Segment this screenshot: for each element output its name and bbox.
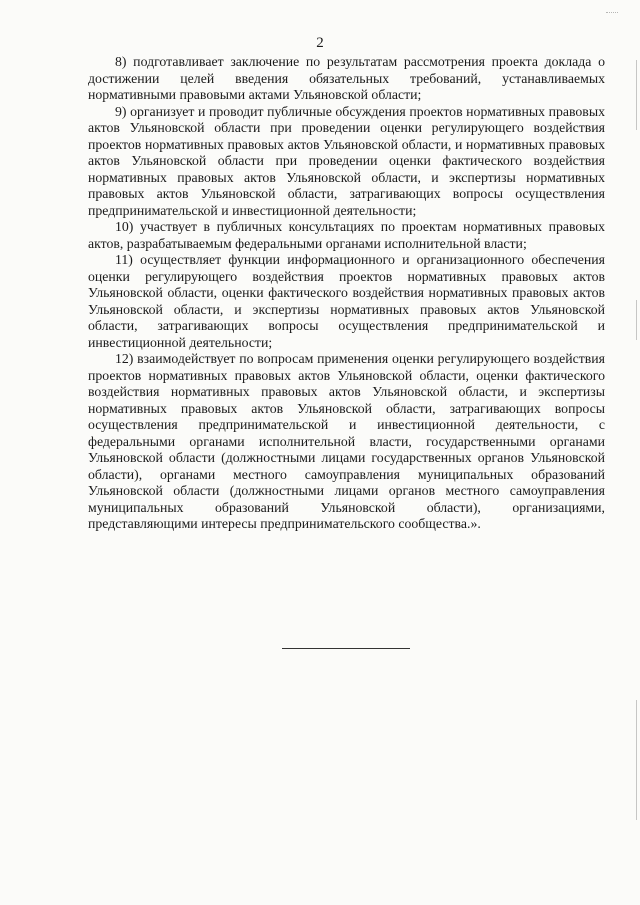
paragraph-item-10: 10) участвует в публичных консультациях по проектам нормативных правовых актов, разрабатываемым федеральными органами исполнительной власти; <box>88 219 605 251</box>
paragraph-item-8: 8) подготавливает заключение по результатам рассмотрения проекта доклада о достижении целей введения обязательных требований, устанавливаемых нормативными правовыми актами Ульяновской области; <box>88 54 605 102</box>
scan-corner-mark <box>606 12 618 19</box>
scan-edge-artifact <box>636 60 637 130</box>
document-body <box>88 54 605 533</box>
paragraph-item-12: 12) взаимодействует по вопросам применения оценки регулирующего воздействия проектов нормативных правовых актов Ульяновской области, оценки фактического воздействия нормативных правовых актов Ульяновской области, и экспертизы нормативных правовых актов Ульяновской области, затрагивающих вопросы осуществления предпринимательской и инвестиционной деятельности, с федеральными органами исполнительной власти, государственными органами Ульяновской области (должностными лицами государственных органов Ульяновской области), органами местного самоуправления муниципальных образований Ульяновской области (должностными лицами органов местного самоуправления муниципальных образований Ульяновской области), организациями, представляющими интересы предпринимательского сообщества.». <box>88 351 605 531</box>
paragraph-item-9: 9) организует и проводит публичные обсуждения проектов нормативных правовых актов Ульяновской области при проведении оценки регулирующего воздействия проектов нормативных правовых актов Ульяновской области, и нормативных правовых актов Ульяновской области при проведении оценки фактического воздействия нормативных правовых актов Ульяновской области, и экспертизы нормативных правовых актов Ульяновской области, затрагивающих вопросы осуществления предпринимательской и инвестиционной деятельности; <box>88 103 605 218</box>
page-number: 2 <box>316 35 324 51</box>
scan-edge-artifact <box>636 700 637 820</box>
end-separator-line <box>282 648 410 649</box>
paragraph-item-11: 11) осуществляет функции информационного и организационного обеспечения оценки регулирующего воздействия проектов нормативных правовых актов Ульяновской области, оценки фактического воздействия нормативных правовых актов Ульяновской области, и экспертизы нормативных правовых актов Ульяновской области, затрагивающих вопросы осуществления предпринимательской и инвестиционной деятельности; <box>88 252 605 350</box>
scan-edge-artifact <box>636 300 637 340</box>
